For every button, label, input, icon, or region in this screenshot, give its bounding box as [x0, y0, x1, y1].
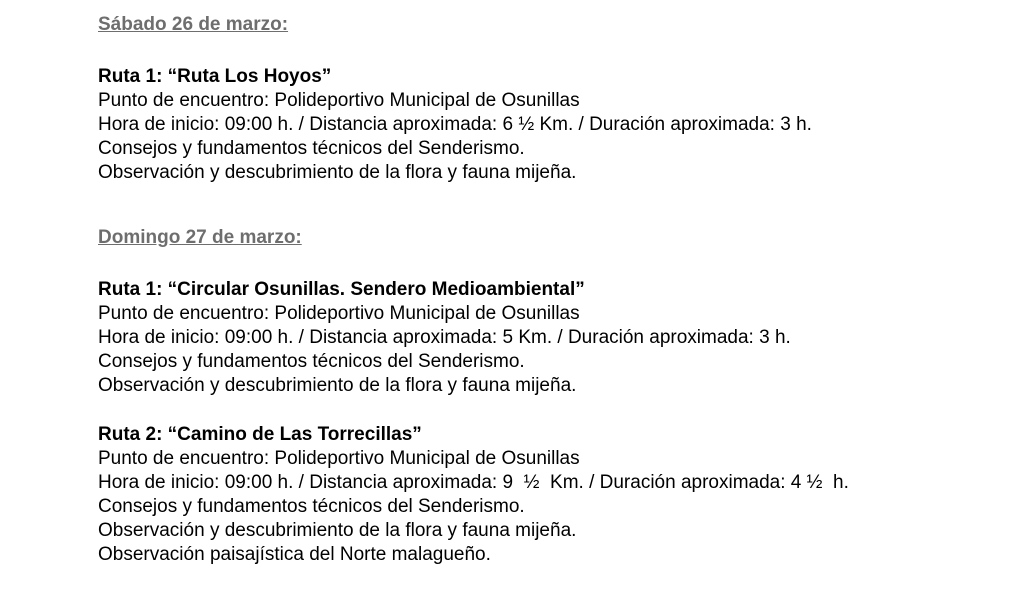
route-block — [98, 65, 998, 185]
route-activity: Consejos y fundamentos técnicos del Senderismo. — [98, 496, 525, 517]
day-heading: Sábado 26 de marzo: — [98, 14, 289, 35]
route-block — [98, 278, 998, 398]
day-section-sunday — [98, 225, 998, 567]
route-block — [98, 423, 998, 567]
route-activity: Consejos y fundamentos técnicos del Senderismo. — [98, 351, 525, 372]
route-schedule: Hora de inicio: 09:00 h. / Distancia aproximada: 9 ½ Km. / Duración aproximada: 4 ½ h. — [98, 472, 849, 493]
route-activity: Observación y descubrimiento de la flora y fauna mijeña. — [98, 162, 577, 183]
route-title: Ruta 2: “Camino de Las Torrecillas” — [98, 424, 422, 445]
day-heading: Domingo 27 de marzo: — [98, 227, 302, 248]
meeting-point: Punto de encuentro: Polideportivo Municipal de Osunillas — [98, 448, 580, 469]
route-title: Ruta 1: “Ruta Los Hoyos” — [98, 66, 332, 87]
route-schedule: Hora de inicio: 09:00 h. / Distancia aproximada: 6 ½ Km. / Duración aproximada: 3 h. — [98, 114, 812, 135]
route-activity: Observación paisajística del Norte malagueño. — [98, 544, 491, 565]
route-activity: Observación y descubrimiento de la flora y fauna mijeña. — [98, 375, 577, 396]
document-page — [98, 12, 998, 567]
route-schedule: Hora de inicio: 09:00 h. / Distancia aproximada: 5 Km. / Duración aproximada: 3 h. — [98, 327, 791, 348]
route-activity: Consejos y fundamentos técnicos del Senderismo. — [98, 138, 525, 159]
day-section-saturday — [98, 12, 998, 185]
meeting-point: Punto de encuentro: Polideportivo Municipal de Osunillas — [98, 303, 580, 324]
route-title: Ruta 1: “Circular Osunillas. Sendero Medioambiental” — [98, 279, 585, 300]
route-activity: Observación y descubrimiento de la flora y fauna mijeña. — [98, 520, 577, 541]
meeting-point: Punto de encuentro: Polideportivo Municipal de Osunillas — [98, 90, 580, 111]
